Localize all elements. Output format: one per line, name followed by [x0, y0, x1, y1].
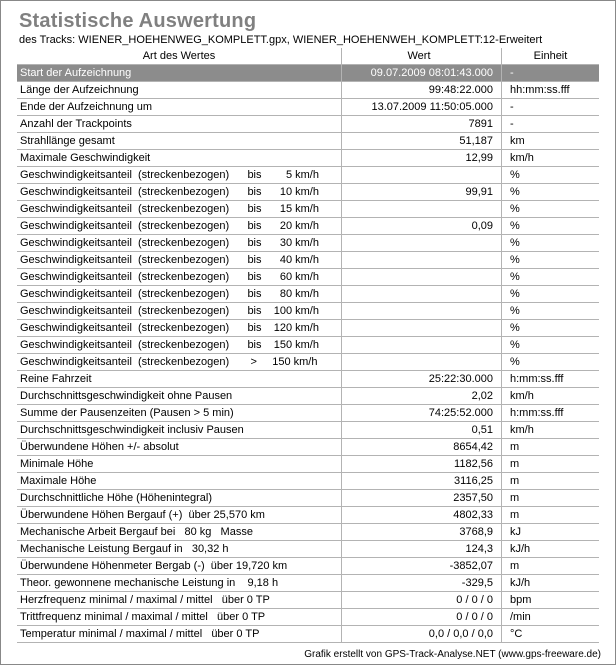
row-label: Geschwindigkeitsanteil (streckenbezogen) bis 5 km/h — [17, 167, 342, 183]
table-row[interactable] — [17, 150, 599, 167]
row-unit: - — [510, 67, 514, 79]
table-row[interactable] — [17, 626, 599, 643]
row-label: Strahllänge gesamt — [17, 133, 342, 149]
table-row[interactable] — [17, 405, 599, 422]
table-row[interactable] — [17, 269, 599, 286]
table-row[interactable] — [17, 388, 599, 405]
row-label: Minimale Höhe — [17, 456, 342, 472]
row-label: Überwundene Höhen Bergauf (+) über 25,570 km — [17, 507, 342, 523]
table-row[interactable] — [17, 82, 599, 99]
row-value: 7891 — [342, 116, 502, 132]
table-row[interactable] — [17, 609, 599, 626]
row-label: Geschwindigkeitsanteil (streckenbezogen) bis 80 km/h — [17, 286, 342, 302]
row-value: 4802,33 — [342, 507, 502, 523]
table-row[interactable] — [17, 65, 599, 82]
row-unit: m — [510, 475, 520, 487]
row-value — [342, 167, 502, 183]
row-value: 1182,56 — [342, 456, 502, 472]
row-label: Reine Fahrzeit — [17, 371, 342, 387]
row-label: Länge der Aufzeichnung — [17, 82, 342, 98]
row-value — [342, 303, 502, 319]
footer-credit: Grafik erstellt von GPS-Track-Analyse.NET (www.gps-freeware.de) — [304, 649, 601, 660]
row-value — [342, 235, 502, 251]
row-value: 99,91 — [342, 184, 502, 200]
row-value — [342, 354, 502, 370]
row-value: 0,09 — [342, 218, 502, 234]
row-value: 99:48:22.000 — [342, 82, 502, 98]
row-label: Überwundene Höhenmeter Bergab (-) über 19,720 km — [17, 558, 342, 574]
table-body — [17, 65, 599, 643]
table-row[interactable] — [17, 218, 599, 235]
row-value: 3116,25 — [342, 473, 502, 489]
row-unit: % — [510, 288, 520, 300]
header-type: Art des Wertes — [17, 48, 342, 64]
row-label: Überwundene Höhen +/- absolut — [17, 439, 342, 455]
table-row[interactable] — [17, 456, 599, 473]
row-value: 0,51 — [342, 422, 502, 438]
row-label: Mechanische Arbeit Bergauf bei 80 kg Masse — [17, 524, 342, 540]
row-unit: h:mm:ss.fff — [510, 373, 564, 385]
row-value: 09.07.2009 08:01:43.000 — [342, 65, 502, 81]
row-unit: /min — [510, 611, 531, 623]
row-label: Geschwindigkeitsanteil (streckenbezogen) bis 150 km/h — [17, 337, 342, 353]
row-value — [342, 252, 502, 268]
row-value: 51,187 — [342, 133, 502, 149]
table-row[interactable] — [17, 575, 599, 592]
row-unit: m — [510, 560, 520, 572]
row-label: Ende der Aufzeichnung um — [17, 99, 342, 115]
row-label: Maximale Höhe — [17, 473, 342, 489]
row-unit: % — [510, 254, 520, 266]
table-row[interactable] — [17, 473, 599, 490]
table-row[interactable] — [17, 490, 599, 507]
row-label: Durchschnittliche Höhe (Höhenintegral) — [17, 490, 342, 506]
row-value: 2,02 — [342, 388, 502, 404]
table-row[interactable] — [17, 439, 599, 456]
row-value — [342, 337, 502, 353]
row-unit: % — [510, 237, 520, 249]
table-row[interactable] — [17, 507, 599, 524]
row-unit: km — [510, 135, 525, 147]
row-unit: km/h — [510, 424, 534, 436]
row-label: Durchschnittsgeschwindigkeit ohne Pausen — [17, 388, 342, 404]
row-unit: % — [510, 203, 520, 215]
table-row[interactable] — [17, 320, 599, 337]
row-value: 2357,50 — [342, 490, 502, 506]
table-row[interactable] — [17, 99, 599, 116]
table-row[interactable] — [17, 184, 599, 201]
row-value: 0 / 0 / 0 — [342, 609, 502, 625]
row-value — [342, 269, 502, 285]
table-row[interactable] — [17, 235, 599, 252]
table-row[interactable] — [17, 371, 599, 388]
row-label: Trittfrequenz minimal / maximal / mittel über 0 TP — [17, 609, 342, 625]
table-row[interactable] — [17, 541, 599, 558]
table-row[interactable] — [17, 303, 599, 320]
row-unit: h:mm:ss.fff — [510, 407, 564, 419]
row-label: Geschwindigkeitsanteil (streckenbezogen) bis 100 km/h — [17, 303, 342, 319]
table-row[interactable] — [17, 337, 599, 354]
header-unit: Einheit — [533, 50, 568, 62]
row-unit: % — [510, 169, 520, 181]
row-unit: kJ/h — [510, 543, 531, 555]
row-unit: °C — [510, 628, 523, 640]
row-unit: - — [510, 118, 514, 130]
row-value: 0 / 0 / 0 — [342, 592, 502, 608]
stats-table — [17, 48, 599, 643]
table-row[interactable] — [17, 286, 599, 303]
row-unit: m — [510, 441, 520, 453]
row-label: Start der Aufzeichnung — [17, 65, 342, 81]
row-label: Geschwindigkeitsanteil (streckenbezogen) bis 120 km/h — [17, 320, 342, 336]
row-label: Geschwindigkeitsanteil (streckenbezogen) bis 60 km/h — [17, 269, 342, 285]
row-label: Durchschnittsgeschwindigkeit inclusiv Pausen — [17, 422, 342, 438]
header-value: Wert — [342, 48, 502, 64]
row-unit: km/h — [510, 152, 534, 164]
row-unit: kJ — [510, 526, 521, 538]
table-row[interactable] — [17, 252, 599, 269]
table-row[interactable] — [17, 558, 599, 575]
row-unit: % — [510, 305, 520, 317]
table-row[interactable] — [17, 201, 599, 218]
row-value: 25:22:30.000 — [342, 371, 502, 387]
row-unit: m — [510, 492, 520, 504]
row-value — [342, 286, 502, 302]
row-label: Geschwindigkeitsanteil (streckenbezogen) > 150 km/h — [17, 354, 342, 370]
table-row[interactable] — [17, 524, 599, 541]
row-value: 3768,9 — [342, 524, 502, 540]
row-unit: % — [510, 322, 520, 334]
row-unit: km/h — [510, 390, 534, 402]
row-unit: hh:mm:ss.fff — [510, 84, 570, 96]
row-value: 8654,42 — [342, 439, 502, 455]
row-label: Summe der Pausenzeiten (Pausen > 5 min) — [17, 405, 342, 421]
table-row[interactable] — [17, 116, 599, 133]
row-value: 12,99 — [342, 150, 502, 166]
table-row[interactable] — [17, 354, 599, 371]
row-unit: - — [510, 101, 514, 113]
row-value: -329,5 — [342, 575, 502, 591]
row-unit: % — [510, 220, 520, 232]
row-label: Geschwindigkeitsanteil (streckenbezogen) bis 40 km/h — [17, 252, 342, 268]
row-label: Geschwindigkeitsanteil (streckenbezogen) bis 20 km/h — [17, 218, 342, 234]
page-title: Statistische Auswertung — [19, 10, 257, 32]
table-header — [17, 48, 599, 65]
row-value: 13.07.2009 11:50:05.000 — [342, 99, 502, 115]
row-label: Maximale Geschwindigkeit — [17, 150, 342, 166]
row-value — [342, 320, 502, 336]
row-label: Temperatur minimal / maximal / mittel über 0 TP — [17, 626, 342, 642]
row-unit: kJ/h — [510, 577, 531, 589]
row-label: Geschwindigkeitsanteil (streckenbezogen) bis 15 km/h — [17, 201, 342, 217]
page-subtitle: des Tracks: WIENER_HOEHENWEG_KOMPLETT.gpx, WIENER_HOEHENWEH_KOMPLETT:12-Erweitert — [19, 34, 543, 46]
row-unit: m — [510, 509, 520, 521]
table-row[interactable] — [17, 592, 599, 609]
row-unit: m — [510, 458, 520, 470]
table-row[interactable] — [17, 422, 599, 439]
row-label: Geschwindigkeitsanteil (streckenbezogen) bis 30 km/h — [17, 235, 342, 251]
row-value: -3852,07 — [342, 558, 502, 574]
row-label: Mechanische Leistung Bergauf in 30,32 h — [17, 541, 342, 557]
row-label: Herzfrequenz minimal / maximal / mittel über 0 TP — [17, 592, 342, 608]
row-value — [342, 201, 502, 217]
row-unit: % — [510, 356, 520, 368]
row-unit: % — [510, 271, 520, 283]
row-label: Geschwindigkeitsanteil (streckenbezogen) bis 10 km/h — [17, 184, 342, 200]
row-unit: % — [510, 339, 520, 351]
row-unit: % — [510, 186, 520, 198]
row-label: Anzahl der Trackpoints — [17, 116, 342, 132]
row-label: Theor. gewonnene mechanische Leistung in 9,18 h — [17, 575, 342, 591]
table-row[interactable] — [17, 133, 599, 150]
table-row[interactable] — [17, 167, 599, 184]
row-value: 0,0 / 0,0 / 0,0 — [342, 626, 502, 642]
row-value: 124,3 — [342, 541, 502, 557]
row-value: 74:25:52.000 — [342, 405, 502, 421]
row-unit: bpm — [510, 594, 532, 606]
